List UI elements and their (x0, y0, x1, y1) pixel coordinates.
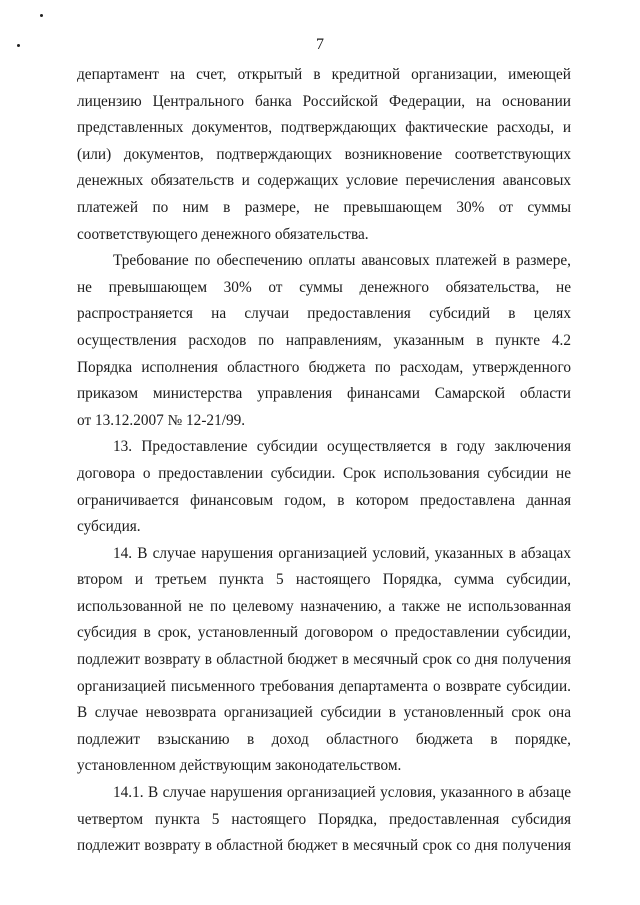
text-line: Требование по обеспечению оплаты авансовых платежей в размере, (113, 252, 571, 270)
text-line: организацией письменного требования департамента о возврате субсидии. (77, 677, 571, 695)
paragraph (77, 62, 571, 248)
paragraph (77, 541, 571, 780)
text-line: подлежит взысканию в доход областного бюджета в порядке, (77, 730, 571, 748)
scan-speck (40, 14, 43, 17)
text-line: от 13.12.2007 № 12-21/99. (77, 411, 246, 429)
text-line: договора о предоставлении субсидии. Срок использования субсидии не (77, 464, 571, 482)
text-line: денежных обязательств и содержащих условие перечисления авансовых (77, 172, 571, 190)
text-line: использованной не по целевому назначению, а также не использованная (77, 597, 571, 615)
text-line: представленных документов, подтверждающих фактические расходы, и (77, 119, 571, 137)
text-line: 13. Предоставление субсидии осуществляется в году заключения (113, 438, 571, 456)
text-line: подлежит возврату в областной бюджет в месячный срок со дня получения (77, 837, 571, 855)
text-line: приказом министерства управления финансами Самарской области (77, 385, 571, 403)
paragraph (77, 434, 571, 540)
text-line: департамент на счет, открытый в кредитной организации, имеющей (77, 66, 571, 83)
page-number: 7 (316, 36, 324, 53)
text-line: 14.1. В случае нарушения организацией условия, указанного в абзаце (113, 784, 571, 802)
text-line: втором и третьем пункта 5 настоящего Порядка, сумма субсидии, (77, 571, 571, 589)
text-line: распространяется на случаи предоставления субсидий в целях (77, 305, 571, 323)
text-line: установленном действующим законодательством. (77, 757, 402, 775)
text-line: 14. В случае нарушения организацией условий, указанных в абзацах (113, 544, 571, 562)
text-line: соответствующего денежного обязательства. (77, 225, 369, 243)
text-line: четвертом пункта 5 настоящего Порядка, предоставленная субсидия (77, 810, 571, 828)
document-body (77, 62, 571, 860)
text-line: (или) документов, подтверждающих возникновение соответствующих (77, 145, 571, 163)
text-line: подлежит возврату в областной бюджет в месячный срок со дня получения (77, 651, 571, 669)
text-line: субсидия в срок, установленный договором о предоставлении субсидии, (77, 624, 571, 642)
text-line: осуществления расходов по направлениям, указанным в пункте 4.2 (77, 331, 571, 349)
text-line: В случае невозврата организацией субсидии в установленный срок она (77, 704, 571, 722)
paragraph (77, 780, 571, 860)
text-line: Порядка исполнения областного бюджета по расходам, утвержденного (77, 358, 571, 376)
text-line: не превышающем 30% от суммы денежного обязательства, не (77, 278, 571, 296)
text-line: лицензию Центрального банка Российской Федерации, на основании (77, 92, 571, 110)
text-line: платежей по ним в размере, не превышающем 30% от суммы (77, 198, 571, 216)
text-line: субсидия. (77, 518, 141, 536)
paragraph (77, 248, 571, 434)
text-line: ограничивается финансовым годом, в котором предоставлена данная (77, 491, 571, 509)
